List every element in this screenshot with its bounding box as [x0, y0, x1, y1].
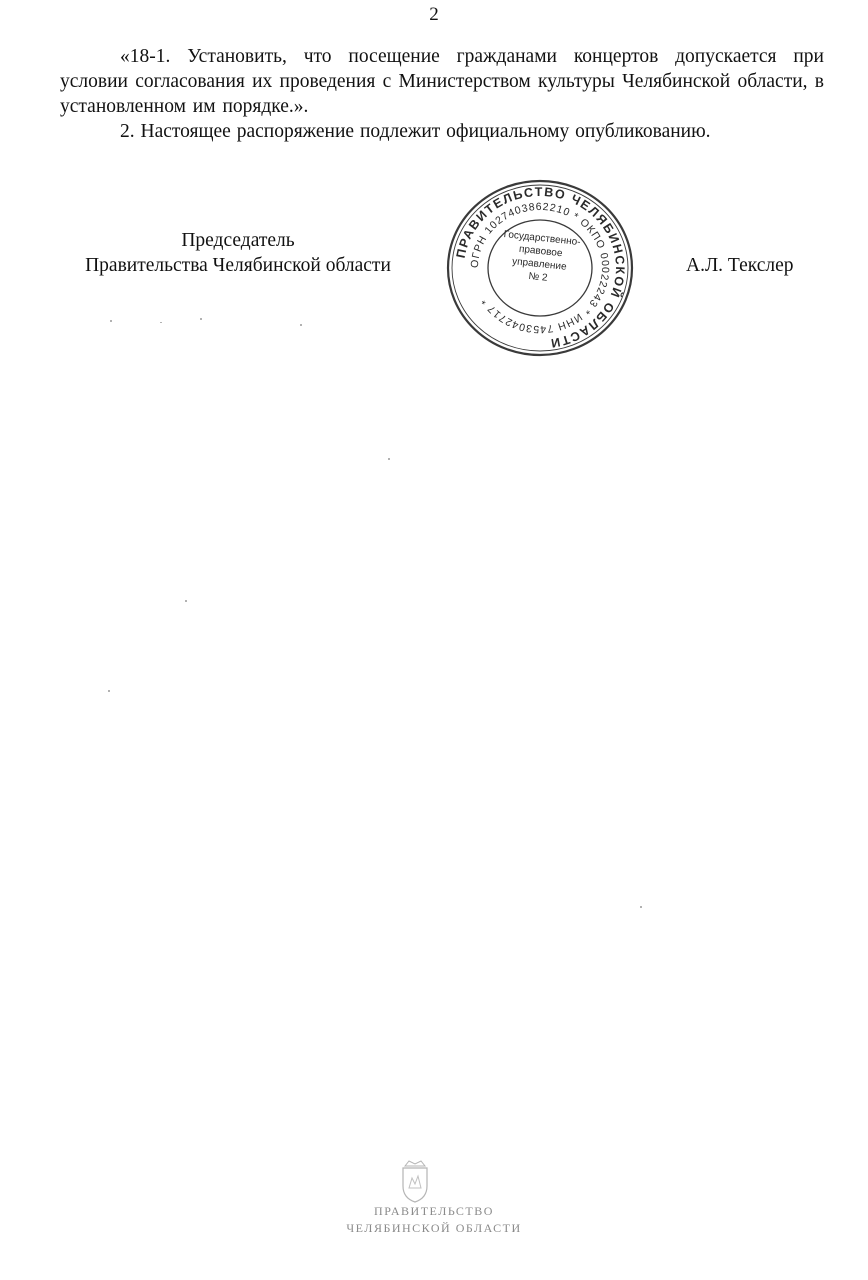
scan-speck: [388, 458, 390, 460]
page-number: 2: [429, 4, 439, 25]
paragraph-amendment: «18-1. Установить, что посещение гражданами концертов допускается при условии согласования их проведения с Министерством культуры Челябинской области, в установленном им порядке.».: [60, 46, 824, 117]
official-seal: [440, 176, 640, 360]
seal-center-line2: правовое: [518, 243, 563, 260]
footer-watermark-line2: ЧЕЛЯБИНСКОЙ ОБЛАСТИ: [346, 1221, 522, 1235]
signer-position-line1: Председатель: [181, 230, 295, 251]
scan-speck: [200, 318, 202, 320]
scan-speck: [110, 320, 112, 322]
scan-speck: [300, 324, 302, 326]
seal-inner-ring-text: ОГРН 1027403862210 * ОКПО 00022243 * ИНН 7453042717 *: [468, 200, 612, 336]
signer-name: А.Л. Текслер: [686, 255, 794, 276]
seal-outer-text: ПРАВИТЕЛЬСТВО ЧЕЛЯБИНСКОЙ ОБЛАСТИ: [453, 184, 628, 351]
scan-speck: [185, 600, 187, 602]
document-body: [60, 44, 824, 144]
footer-watermark-line1: ПРАВИТЕЛЬСТВО: [374, 1204, 494, 1218]
seal-center-line1: Государственно-: [503, 229, 582, 249]
scan-speck: [108, 690, 110, 692]
coat-of-arms-icon: [397, 1158, 433, 1204]
seal-center-line3: управление: [511, 256, 568, 273]
paragraph-publication: 2. Настоящее распоряжение подлежит официальному опубликованию.: [120, 121, 711, 142]
signer-position: [62, 228, 414, 278]
signer-position-line2: Правительства Челябинской области: [85, 255, 391, 276]
seal-center-line4: № 2: [527, 270, 549, 284]
scan-speck: [640, 906, 642, 908]
scan-speck: [160, 322, 162, 323]
